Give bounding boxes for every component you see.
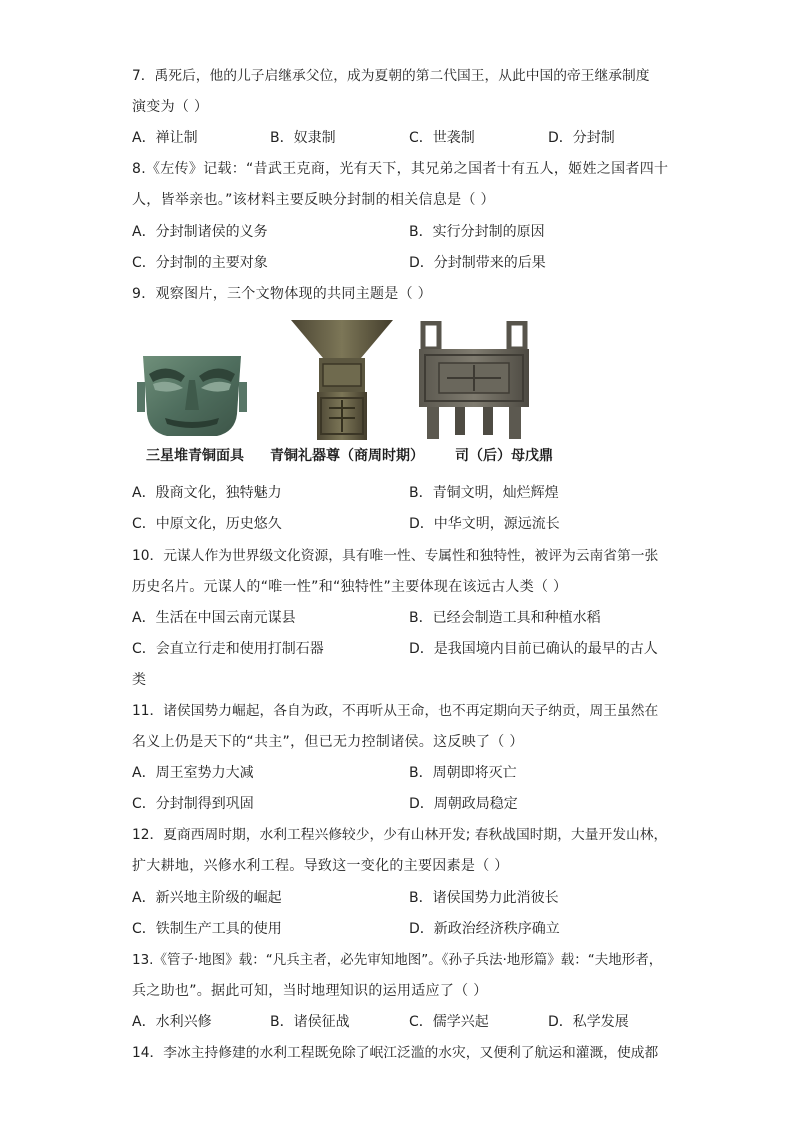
q11-option-b[interactable]: B．周朝即将灭亡: [409, 765, 517, 781]
simuwu-ding-image: [417, 321, 531, 441]
q8-option-c[interactable]: C．分封制的主要对象: [132, 255, 268, 271]
q9-option-d[interactable]: D．中华文明，源远流长: [409, 516, 560, 532]
q14-stem-line-1: 14．李冰主持修建的水利工程既免除了岷江泛滥的水灾，又便利了航运和灌溉，使成都: [132, 1045, 659, 1061]
q11-option-c[interactable]: C．分封制得到巩固: [132, 796, 254, 812]
q12-option-a[interactable]: A．新兴地主阶级的崛起: [132, 890, 282, 906]
q10-stem-line-1: 10．元谋人作为世界级文化资源，具有唯一性、专属性和独特性，被评为云南省第一张: [132, 548, 659, 564]
q13-option-c[interactable]: C．儒学兴起: [409, 1014, 489, 1030]
q12-option-d[interactable]: D．新政治经济秩序确立: [409, 921, 560, 937]
q10-option-d-wrap: 类: [132, 672, 146, 688]
q11-option-a[interactable]: A．周王室势力大减: [132, 765, 254, 781]
q11-option-d[interactable]: D．周朝政局稳定: [409, 796, 518, 812]
q9-stem-line-1: 9．观察图片，三个文物体现的共同主题是（ ）: [132, 286, 432, 302]
q13-option-b[interactable]: B．诸侯征战: [270, 1014, 350, 1030]
q10-option-b[interactable]: B．已经会制造工具和种植水稻: [409, 610, 601, 626]
q8-option-d[interactable]: D．分封制带来的后果: [409, 255, 546, 271]
q8-option-b[interactable]: B．实行分封制的原因: [409, 224, 545, 240]
q7-stem-line-2: 演变为（ ）: [132, 99, 209, 115]
q12-option-b[interactable]: B．诸侯国势力此消彼长: [409, 890, 559, 906]
q7-option-b[interactable]: B．奴隶制: [270, 130, 336, 146]
q8-option-a[interactable]: A．分封制诸侯的义务: [132, 224, 268, 240]
q13-stem-line-2: 兵之助也”。据此可知，当时地理知识的运用适应了（ ）: [132, 983, 488, 999]
bronze-zun-vessel-image: [289, 318, 395, 442]
q13-option-d[interactable]: D．私学发展: [548, 1014, 629, 1030]
q7-stem-line-1: 7．禹死后，他的儿子启继承父位，成为夏朝的第二代国王，从此中国的帝王继承制度: [132, 68, 650, 84]
figure-caption-mask: 三星堆青铜面具: [146, 448, 244, 464]
q10-option-a[interactable]: A．生活在中国云南元谋县: [132, 610, 296, 626]
q13-stem-line-1: 13.《管子·地图》载：“凡兵主者，必先审知地图”。《孙子兵法·地形篇》载：“夫地形者，: [132, 952, 663, 968]
q10-option-d[interactable]: D．是我国境内目前已确认的最早的古人: [409, 641, 658, 657]
q9-option-b[interactable]: B．青铜文明，灿烂辉煌: [409, 485, 559, 501]
q11-stem-line-1: 11．诸侯国势力崛起，各自为政，不再听从王命，也不再定期向天子纳贡，周王虽然在: [132, 703, 659, 719]
q7-option-d[interactable]: D．分封制: [548, 130, 615, 146]
q7-option-a[interactable]: A．禅让制: [132, 130, 198, 146]
q13-option-a[interactable]: A．水利兴修: [132, 1014, 212, 1030]
q8-stem-line-2: 人，皆举亲也。”该材料主要反映分封制的相关信息是（ ）: [132, 192, 495, 208]
q8-stem-line-1: 8.《左传》记载：“昔武王克商，光有天下，其兄弟之国者十有五人，姬姓之国者四十: [132, 161, 669, 177]
q11-stem-line-2: 名义上仍是天下的“共主”，但已无力控制诸侯。这反映了（ ）: [132, 734, 524, 750]
q12-stem-line-1: 12．夏商西周时期，水利工程兴修较少，少有山林开发; 春秋战国时期，大量开发山林，: [132, 827, 668, 843]
q10-option-c[interactable]: C．会直立行走和使用打制石器: [132, 641, 324, 657]
q12-option-c[interactable]: C．铁制生产工具的使用: [132, 921, 282, 937]
q7-option-c[interactable]: C．世袭制: [409, 130, 475, 146]
figure-caption-ding: 司（后）母戊鼎: [455, 448, 553, 464]
sanxingdui-bronze-mask-image: [137, 352, 247, 440]
q9-option-a[interactable]: A．殷商文化，独特魅力: [132, 485, 282, 501]
q10-stem-line-2: 历史名片。元谋人的“唯一性”和“独特性”主要体现在该远古人类（ ）: [132, 579, 568, 595]
q9-option-c[interactable]: C．中原文化，历史悠久: [132, 516, 282, 532]
figure-caption-zun: 青铜礼器尊（商周时期）: [270, 448, 424, 464]
q12-stem-line-2: 扩大耕地，兴修水利工程。导致这一变化的主要因素是（ ）: [132, 858, 509, 874]
